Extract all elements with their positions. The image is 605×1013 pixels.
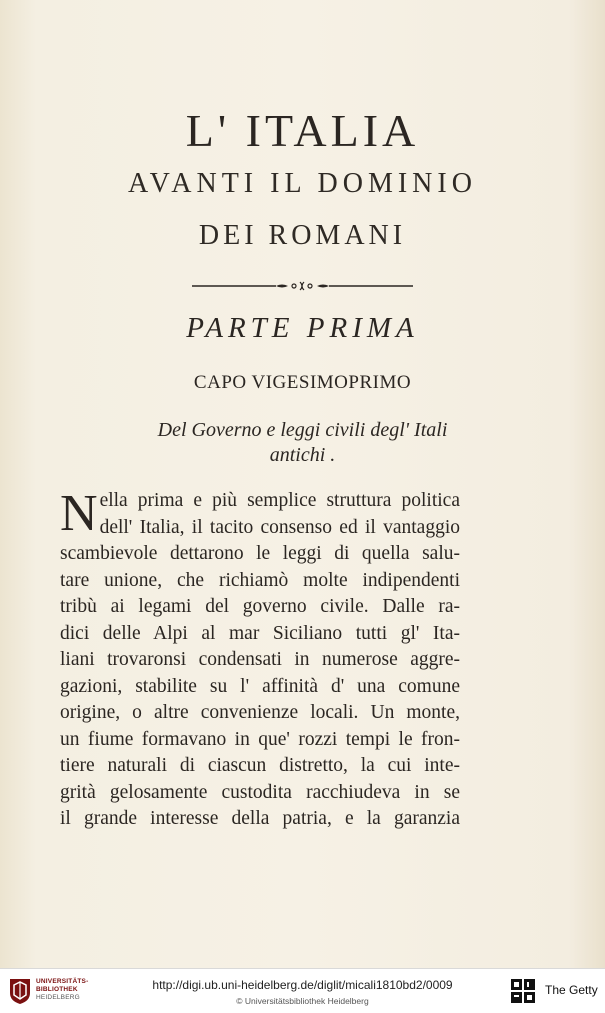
text-line: dici delle Alpi al mar Siciliano tutti gl' Ita- (60, 622, 460, 644)
text-line: tare unione, che richiamò molte indipendenti (60, 569, 460, 591)
partner-name[interactable]: The Getty (545, 983, 598, 997)
ornament-divider-icon (190, 278, 415, 294)
text-line: ella prima e più semplice struttura politica (99, 490, 460, 511)
viewer-footer (0, 968, 605, 1013)
text-line: grità gelosamente custodita racchiudeva in se (60, 781, 460, 803)
text-line: dell' Italia, il tacito consenso ed il vantaggio (99, 516, 460, 538)
permalink-url[interactable]: http://digi.ub.uni-heidelberg.de/diglit/micali1810bd2/0009 (152, 978, 453, 992)
text-line: scambievole dettarono le leggi di quella salu- (60, 543, 460, 564)
copyright-notice: © Universitätsbibliothek Heidelberg (236, 996, 369, 1006)
text-line: liani trovaronsi condensati in numerose aggre- (60, 649, 460, 670)
text-line: tiere naturali di ciascun distretto, la cui inte- (60, 755, 460, 776)
chapter-subject-line1: Del Governo e leggi civili degl' Itali (157, 419, 448, 441)
book-subtitle-line1: AVANTI IL DOMINIO (128, 168, 477, 199)
text-line: tribù ai legami del governo civile. Dalle ra- (60, 596, 460, 617)
library-city: HEIDELBERG (36, 994, 80, 1001)
text-line: gazioni, stabilite su l' affinità d' una comune (60, 675, 460, 697)
drop-cap: N (60, 485, 98, 542)
chapter-subject-line2: antichi . (269, 444, 336, 466)
library-name-line2: BIBLIOTHEK (36, 986, 78, 993)
text-line: un fiume formavano in que' rozzi tempi le fron- (60, 728, 460, 750)
library-name-line1: UNIVERSITÄTS- (36, 978, 89, 985)
getty-logo-icon[interactable] (510, 978, 536, 1004)
text-line: il grande interesse della patria, e la garanzia (60, 808, 460, 829)
book-subtitle-line2: DEI ROMANI (198, 220, 407, 251)
text-line: origine, o altre convenienze locali. Un monte, (60, 702, 460, 723)
chapter-heading: CAPO VIGESIMOPRIMO (193, 372, 412, 393)
chapter-subject (60, 418, 545, 468)
part-heading: PARTE PRIMA (186, 312, 419, 344)
body-paragraph (60, 485, 460, 833)
book-title: L' ITALIA (185, 105, 420, 156)
